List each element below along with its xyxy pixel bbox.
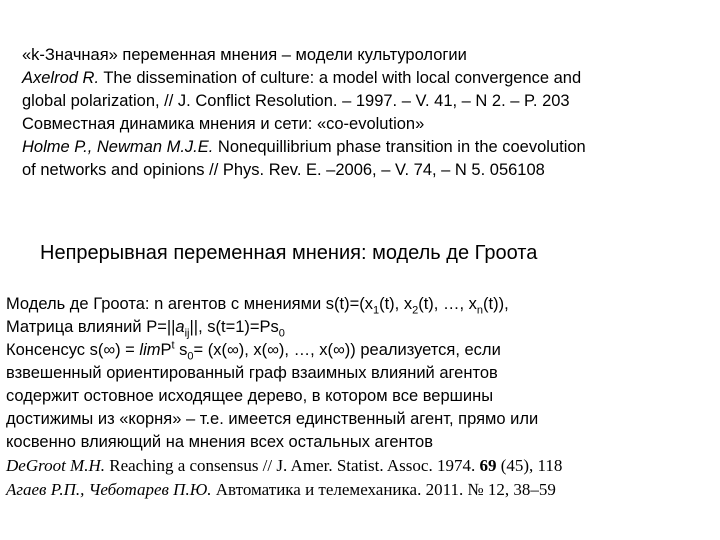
model-line-agents: Модель де Гроота: n агентов с мнениями $s(t)=(x_1(t)$, $x_2(t)$, …, $x_n(t)$), <box>6 295 509 317</box>
k-valued-heading: «k-Значная» переменная мнения – модели культурологии <box>22 46 467 64</box>
model-line-root: достижимы из «корня» – т.е. имеется единственный агент, прямо или <box>6 410 539 428</box>
holme-reference-cont: of networks and opinions // Phys. Rev. E. –2006, – V. 74, – N 5. 056108 <box>22 161 545 179</box>
model-line-matrix: Матрица влияний $P=||a_{ij}||$, $s(t=1)=Ps_0$ <box>6 318 285 340</box>
axelrod-author: Axelrod R. <box>22 69 100 87</box>
degroot-model-text <box>6 293 718 502</box>
axelrod-title: The dissemination of culture: a model with local convergence and <box>99 69 582 87</box>
axelrod-reference-cont: global polarization, // J. Conflict Resolution. – 1997. – V. 41, – N 2. – P. 203 <box>22 92 570 110</box>
references-block <box>22 44 712 182</box>
agaev-citation: Агаев Р.П., Чеботарев П.Ю. Автоматика и телемеханика. 2011. № 12, 38–59 <box>6 480 556 499</box>
model-line-influence: косвенно влияющий на мнения всех остальных агентов <box>6 433 433 451</box>
holme-title: Nonequillibrium phase transition in the coevolution <box>213 138 586 156</box>
degroot-citation: DeGroot M.H. Reaching a consensus // J. Amer. Statist. Assoc. 1974. 69 (45), 118 <box>6 456 563 475</box>
holme-author: Holme P., Newman M.J.E. <box>22 138 214 156</box>
section-title: Непрерывная переменная мнения: модель де Гроота <box>40 242 538 264</box>
holme-reference <box>22 136 712 159</box>
axelrod-reference <box>22 67 712 90</box>
degroot-author: DeGroot M.H. <box>6 456 105 475</box>
agaev-authors: Агаев Р.П., Чеботарев П.Ю. <box>6 480 212 499</box>
model-line-tree: содержит остовное исходящее дерево, в котором все вершины <box>6 387 494 405</box>
model-line-consensus: Консенсус s(∞) = limP$^t$ $s_0= (x(\infty)$, x(∞), …, x(∞)) реализуется, если <box>6 339 501 363</box>
coevolution-heading: Совместная динамика мнения и сети: «co-evolution» <box>22 115 425 133</box>
model-line-graph: взвешенный ориентированный граф взаимных влияний агентов <box>6 364 498 382</box>
